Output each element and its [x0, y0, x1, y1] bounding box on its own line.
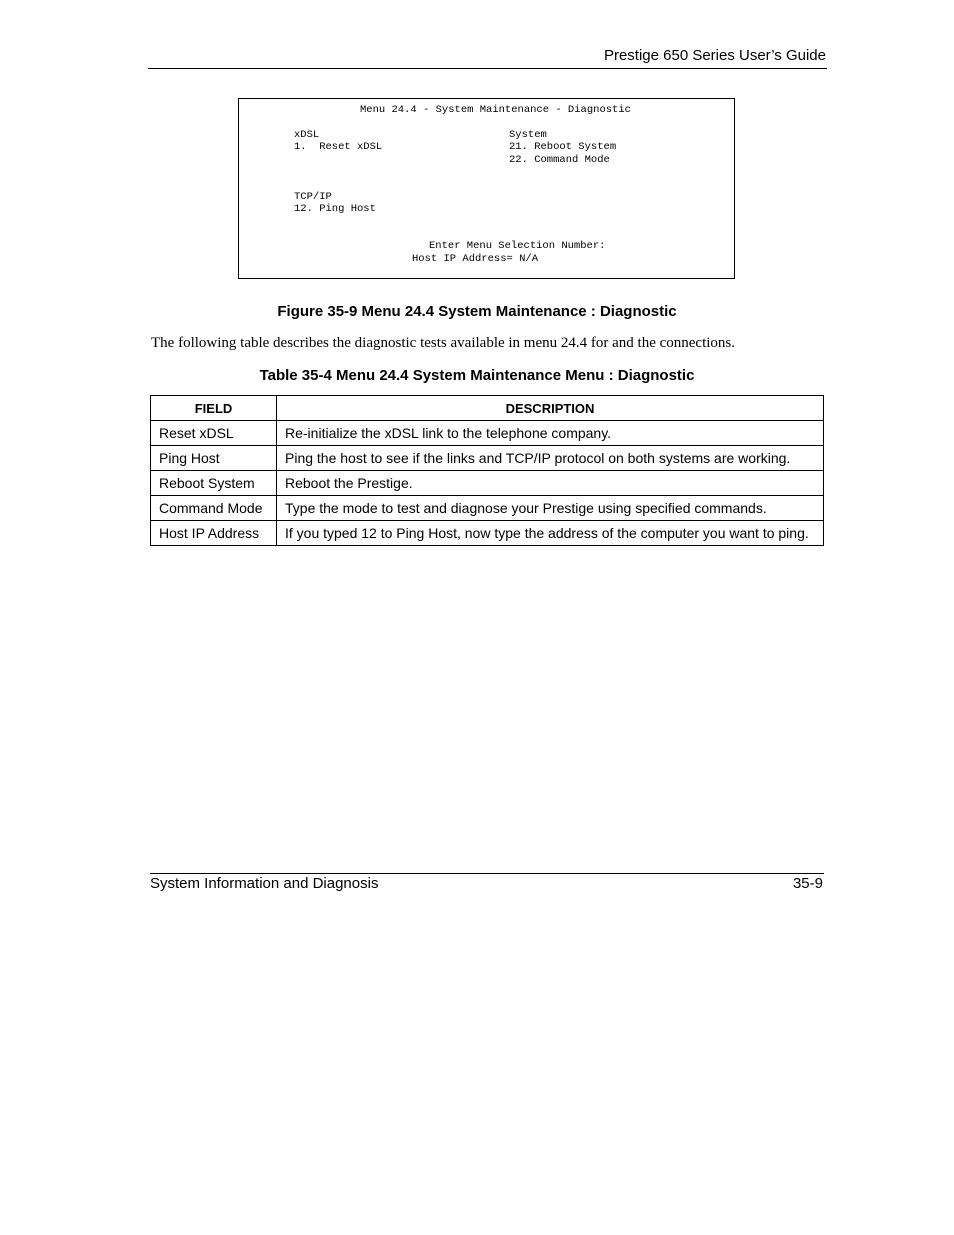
field-cell: Command Mode	[151, 496, 277, 521]
field-cell: Ping Host	[151, 446, 277, 471]
footer-section-title: System Information and Diagnosis	[150, 875, 379, 892]
description-cell: Re-initialize the xDSL link to the telephone company.	[277, 421, 824, 446]
column-header-field: FIELD	[151, 396, 277, 421]
field-cell: Host IP Address	[151, 521, 277, 546]
table-header-row	[151, 396, 824, 421]
table-row	[151, 521, 824, 546]
description-cell: Ping the host to see if the links and TCP/IP protocol on both systems are working.	[277, 446, 824, 471]
terminal-title: Menu 24.4 - System Maintenance - Diagnostic	[360, 104, 631, 116]
header-title: Prestige 650 Series User’s Guide	[603, 47, 826, 64]
table-row	[151, 471, 824, 496]
terminal-screen	[238, 98, 735, 279]
table-row	[151, 446, 824, 471]
description-cell: Type the mode to test and diagnose your Prestige using specified commands.	[277, 496, 824, 521]
table-caption: Table 35-4 Menu 24.4 System Maintenance Menu : Diagnostic	[259, 367, 695, 384]
description-cell: Reboot the Prestige.	[277, 471, 824, 496]
field-cell: Reset xDSL	[151, 421, 277, 446]
menu-item-command-mode: 22. Command Mode	[509, 154, 610, 166]
header-rule	[148, 68, 827, 69]
field-cell: Reboot System	[151, 471, 277, 496]
table-row	[151, 496, 824, 521]
tcpip-heading: TCP/IP	[294, 191, 332, 203]
footer-rule	[150, 873, 824, 874]
table-row	[151, 421, 824, 446]
page-number: 35-9	[792, 875, 823, 892]
xdsl-heading: xDSL	[294, 129, 320, 141]
menu-selection-prompt: Enter Menu Selection Number:	[429, 240, 606, 252]
diagnostic-table	[150, 395, 824, 546]
intro-paragraph: The following table describes the diagnostic tests available in menu 24.4 for and the connections.	[151, 335, 736, 351]
menu-item-reset-xdsl: 1. Reset xDSL	[294, 141, 383, 153]
menu-item-ping-host: 12. Ping Host	[294, 203, 376, 215]
system-heading: System	[509, 129, 547, 141]
figure-caption: Figure 35-9 Menu 24.4 System Maintenance : Diagnostic	[277, 303, 677, 320]
column-header-description: DESCRIPTION	[277, 396, 824, 421]
menu-item-reboot-system: 21. Reboot System	[509, 141, 617, 153]
description-cell: If you typed 12 to Ping Host, now type the address of the computer you want to ping.	[277, 521, 824, 546]
host-ip-field: Host IP Address= N/A	[412, 253, 539, 265]
